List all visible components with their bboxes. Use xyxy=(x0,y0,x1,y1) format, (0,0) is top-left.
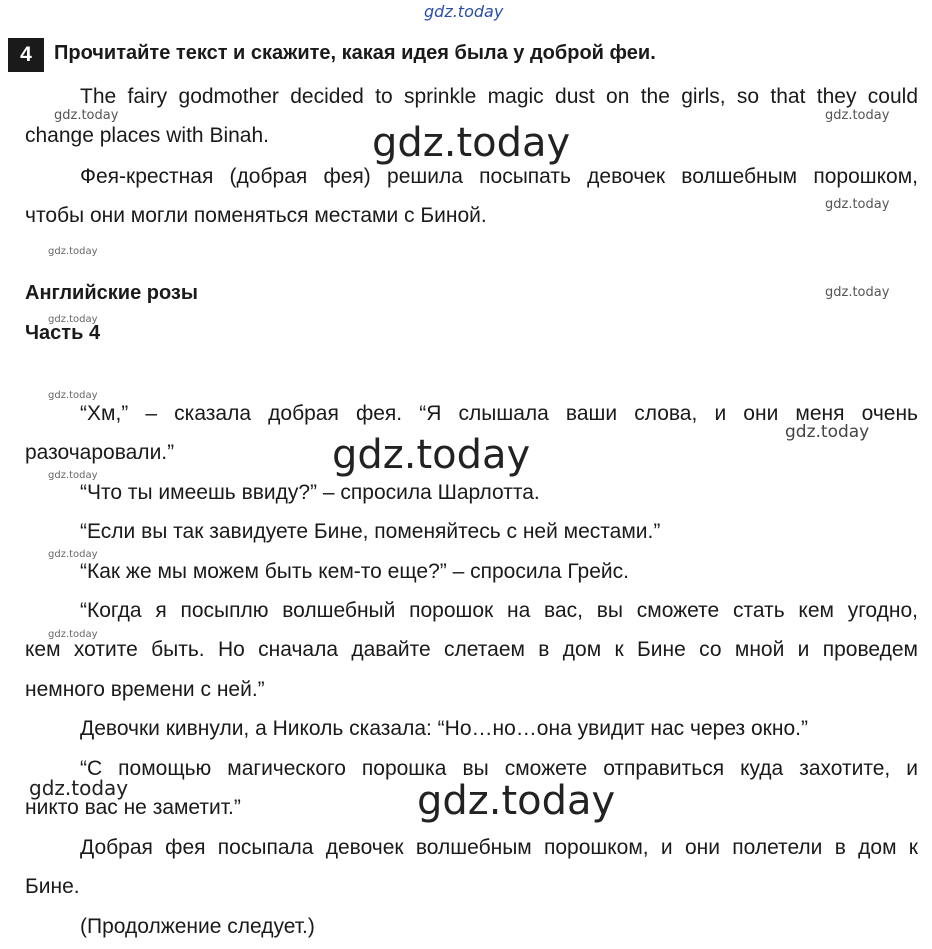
story-part: Часть 4 xyxy=(25,322,101,344)
story-line: никто вас не заметит.” xyxy=(25,796,241,819)
watermark: gdz.today xyxy=(825,108,890,123)
story-title: Английские розы xyxy=(25,282,198,304)
story-line: (Продолжение следует.) xyxy=(80,915,315,938)
watermark: gdz.today xyxy=(332,432,531,478)
answer-russian-line: Фея-крестная (добрая фея) решила посыпать девочек волшебным порошком, xyxy=(80,165,918,188)
story-line: немного времени с ней.” xyxy=(25,678,265,701)
watermark: gdz.today xyxy=(48,246,98,257)
story-line: “Если вы так завидуете Бине, поменяйтесь с ней местами.” xyxy=(80,520,661,543)
story-line: кем хотите быть. Но сначала давайте слетаем в дом к Бине со мной и проведем xyxy=(25,638,918,661)
story-line: разочаровали.” xyxy=(25,441,175,464)
story-line: Бине. xyxy=(25,875,80,898)
watermark: gdz.today xyxy=(372,120,571,166)
watermark: gdz.today xyxy=(417,778,616,824)
watermark: gdz.today xyxy=(29,776,129,800)
watermark: gdz.today xyxy=(825,197,890,212)
story-line: Добрая фея посыпала девочек волшебным порошком, и они полетели в дом к xyxy=(80,836,918,859)
watermark: gdz.today xyxy=(825,285,890,300)
watermark: gdz.today xyxy=(48,390,98,401)
story-line: Девочки кивнули, а Николь сказала: “Но…но…она увидит нас через окно.” xyxy=(80,717,808,740)
story-line: “Что ты имеешь ввиду?” – спросила Шарлотта. xyxy=(80,481,540,504)
watermark: gdz.today xyxy=(48,629,98,640)
story-line: “Когда я посыплю волшебный порошок на вас, вы сможете стать кем угодно, xyxy=(80,599,918,622)
watermark-top: gdz.today xyxy=(424,2,504,21)
story-line: “С помощью магического порошка вы сможете отправиться куда захотите, и xyxy=(80,757,918,780)
watermark: gdz.today xyxy=(54,108,119,123)
story-line: “Хм,” – сказала добрая фея. “Я слышала ваши слова, и они меня очень xyxy=(80,402,918,425)
story-line: “Как же мы можем быть кем-то еще?” – спросила Грейс. xyxy=(80,560,629,583)
watermark: gdz.today xyxy=(48,470,98,481)
answer-english-line: The fairy godmother decided to sprinkle magic dust on the girls, so that they could xyxy=(80,85,918,108)
watermark: gdz.today xyxy=(48,314,98,325)
watermark: gdz.today xyxy=(785,422,870,442)
answer-english-line: change places with Binah. xyxy=(25,124,269,147)
task-instruction: Прочитайте текст и скажите, какая идея была у доброй феи. xyxy=(54,42,656,64)
watermark: gdz.today xyxy=(48,549,98,560)
answer-russian-line: чтобы они могли поменяться местами с Биной. xyxy=(25,204,487,227)
task-number-badge: 4 xyxy=(8,38,44,72)
